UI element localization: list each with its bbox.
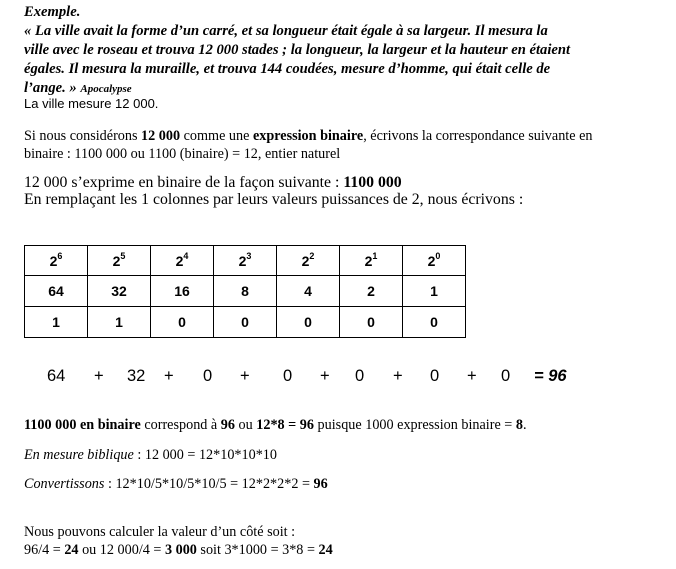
powers-of-two-table [24,245,466,338]
scripture-quote [24,3,664,99]
exponent: 6 [57,250,63,261]
table-cell-value: 2 [340,276,403,307]
table-cell-value: 8 [214,276,277,307]
table-cell-value: 64 [25,276,88,307]
text: 12 000 s’exprime en binaire de la façon suivante : [24,174,344,191]
text-bold: 3 000 [164,542,197,558]
biblical-measure-line [24,446,277,464]
table-cell-power [340,246,403,276]
table-cell-bit: 0 [403,307,466,338]
text-bold: 1100 000 en binaire [24,417,141,433]
plus-sign: + [94,367,104,385]
table-row-bits [25,307,466,338]
text: 96/4 = [24,542,65,558]
table-cell-value: 4 [277,276,340,307]
sum-term: 0 [430,367,440,385]
table-cell-bit: 0 [214,307,277,338]
text: ou [234,417,257,433]
text: ou 12 000/4 = [78,542,165,558]
text: correspond à [140,417,221,433]
text: Si nous considérons [24,128,142,144]
text-bold: 1100 000 [343,174,402,191]
table-cell-power [277,246,340,276]
base: 2 [49,252,58,269]
plus-sign: + [320,367,330,385]
side-calc-line [24,541,333,559]
table-cell-power [25,246,88,276]
table-cell-bit: 1 [25,307,88,338]
text-bold: 8 [515,417,523,433]
label-italic: Convertissons [24,476,105,492]
table-cell-value: 1 [403,276,466,307]
table-row-powers [25,246,466,276]
text: soit 3*1000 = 3*8 = [196,542,319,558]
label-italic: En mesure biblique [24,447,134,463]
table-cell-bit: 0 [340,307,403,338]
exponent: 1 [372,250,378,261]
sum-term: 64 [47,367,66,385]
binary-expression-line [24,174,402,192]
table-cell-value: 32 [88,276,151,307]
text: , écrivons la correspondance suivante en [363,128,593,144]
text: comme une [180,128,253,144]
quote-source: Apocalypse [80,83,132,95]
table-cell-power [214,246,277,276]
example-heading: Exemple. [24,4,81,20]
base: 2 [112,252,121,269]
text-bold: expression binaire [252,128,364,144]
sum-equation [0,367,676,387]
table-cell-bit: 1 [88,307,151,338]
quote-line-2: ville avec le roseau et trouva 12 000 stades ; la longueur, la largeur et la hauteur en étaient [24,42,571,58]
table-cell-power [88,246,151,276]
text: . [522,417,527,433]
base: 2 [301,252,310,269]
text: : 12 000 = 12*10*10*10 [133,447,277,463]
sum-result: = 96 [534,367,567,385]
base: 2 [175,252,184,269]
sum-term: 0 [203,367,213,385]
conversion-line [24,475,328,493]
city-measure-text: La ville mesure 12 000. [24,96,159,111]
plus-sign: + [164,367,174,385]
text-bold: 24 [318,542,333,558]
table-row-values [25,276,466,307]
exponent: 0 [435,250,441,261]
exponent: 4 [183,250,189,261]
exponent: 3 [246,250,252,261]
sum-term: 32 [127,367,146,385]
quote-line-4-text: l’ange. » [24,80,77,96]
text-bold: 24 [64,542,79,558]
text-bold: 12*8 = 96 [256,417,314,433]
binary-intro-line-1 [24,127,592,145]
sum-term: 0 [355,367,365,385]
exponent: 2 [309,250,315,261]
plus-sign: + [467,367,477,385]
text-bold: 12 000 [141,128,181,144]
plus-sign: + [393,367,403,385]
powers-intro-line: En remplaçant les 1 colonnes par leurs valeurs puissances de 2, nous écrivons : [24,191,524,208]
table-cell-power [151,246,214,276]
table-cell-bit: 0 [151,307,214,338]
binary-intro-line-2: binaire : 1100 000 ou 1100 (binaire) = 12, entier naturel [24,146,341,162]
table-cell-power [403,246,466,276]
text: puisque 1000 expression binaire = [314,417,516,433]
sum-term: 0 [501,367,511,385]
sum-term: 0 [283,367,293,385]
base: 2 [364,252,373,269]
table-cell-bit: 0 [277,307,340,338]
base: 2 [238,252,247,269]
side-calc-intro: Nous pouvons calculer la valeur d’un côté soit : [24,524,296,540]
quote-line-1: « La ville avait la forme d’un carré, et sa longueur était égale à sa largeur. Il mesura la [24,23,548,39]
conclusion-line [24,416,527,434]
quote-line-3: égales. Il mesura la muraille, et trouva 144 coudées, mesure d’homme, qui était celle de [24,61,551,77]
text-bold: 96 [220,417,235,433]
table-cell-value: 16 [151,276,214,307]
plus-sign: + [240,367,250,385]
text-bold: 96 [313,476,328,492]
exponent: 5 [120,250,126,261]
text: : 12*10/5*10/5*10/5 = 12*2*2*2 = [104,476,314,492]
base: 2 [427,252,436,269]
